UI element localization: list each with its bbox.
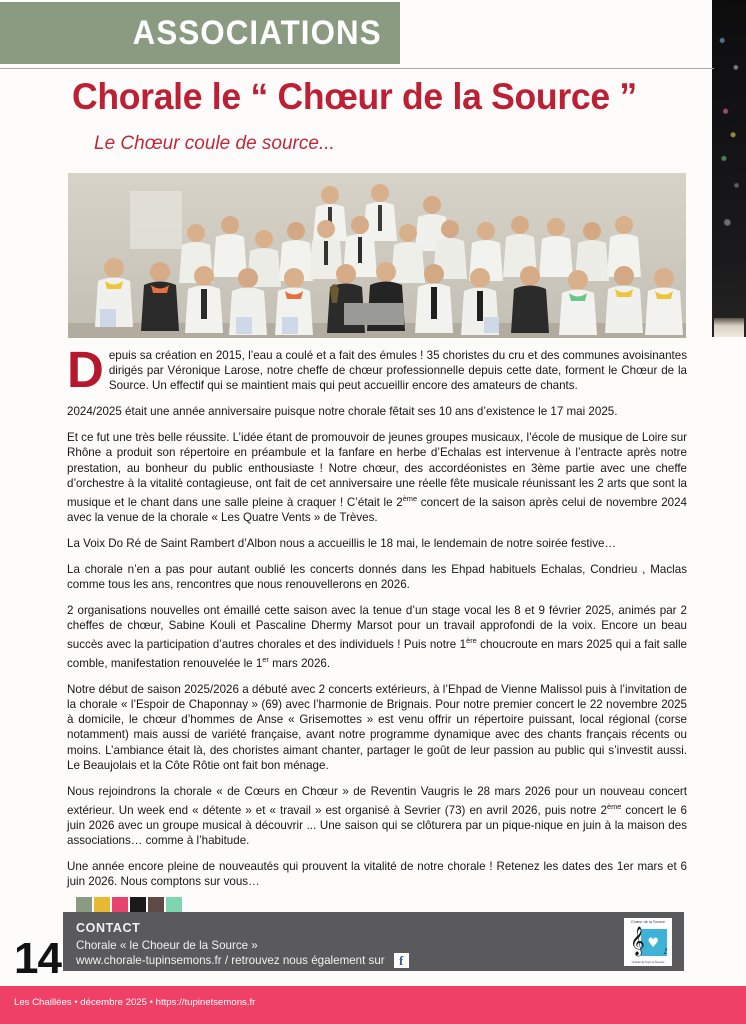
paragraph-4: La Voix Do Ré de Saint Rambert d’Albon nous a accueillis le 18 mai, le lendemain de notre soirée festive… [67,536,617,550]
page-title: Chorale le “ Chœur de la Source ” [72,76,637,117]
paragraph-1 [67,341,687,398]
paragraph-8-sup: ème [606,801,622,811]
paragraph-8 [67,784,687,848]
logo-top-text: Chœur de la Source [630,920,666,924]
photo-illustration [68,173,686,338]
paragraph-2: 2024/2025 était une année anniversaire puisque notre chorale fêtait ses 10 ans d’existence le 17 mai 2025. [67,405,618,419]
section-band [0,2,400,64]
paragraph-6-sup2: er [262,655,269,665]
paragraph-6-text-c: mars 2026. [268,657,331,671]
paragraph-8-text-b: concert le 6 juin 2026 avec un groupe musical à découvrir ... Une saison qui se clôturera par un pique-nique en juin à la maison des associations… comme à l’habitude. [67,803,688,847]
footer-text: Les Chaillées • décembre 2025 • https://tupinetsemons.fr [14,997,256,1008]
paragraph-3 [67,430,687,524]
heart-icon: ♥ [647,935,659,951]
swatch-brown [148,897,164,913]
scan-artifact-strip [712,0,746,337]
color-swatch-strip [76,897,182,913]
choir-logo [624,918,672,966]
page-subtitle: Le Chœur coule de source... [94,133,335,154]
paragraph-7: Notre début de saison 2025/2026 a débuté avec 2 concerts extérieurs, à l’Ehpad de Vienne Malissol puis à l’invitation de la chorale « l’Espoir de Chaponnay » (69) avec l’harmonie de Brignais. Pour notre premier concert le 22 novembre 2025 à domicile, le chœur d’hommes de Anse « Grisemottes » est venu offrir un répertoire puissant, local régional (corse notamment) mais aussi de variété française, avant notre programme dynamique avec des chants français récents ou moins. L’ambiance était là, des choristes aimant chanter, partager le goût de leur passion au public qui s’investit aussi. Le Beaujolais et la Côte Rôtie ont fait bon ménage. [67,683,687,772]
swatch-gold [94,897,110,913]
contact-box [63,912,684,971]
paragraph-6-text-a: 2 organisations nouvelles ont émaillé cette saison avec la tenue d’un stage vocal les 8 et 9 février 2025, animés par 2 cheffes de chœur, Sabine Kouli et Pascaline Dhermy Marsot pour un travail approfondi de la voix. Encore un beau succès avec la participation d’autres chorales et des individuels ! Puis notre 1 [67,604,687,652]
article-body [67,341,688,889]
logo-graphic [625,925,671,958]
header-rule [0,68,714,69]
logo-bottom-text: Chorale de Tupin et Semons [631,961,665,964]
contact-website-link[interactable]: www.chorale-tupinsemons.fr / retrouvez nous également sur [76,954,385,967]
swatch-black [130,897,146,913]
page-number: 14 [14,934,61,983]
paragraph-3-text-b: concert de la saison après celui de novembre 2024 avec la venue de la chorale « Les Quatre Vents » de Trèves. [67,495,687,524]
paragraph-3-text-a: Et ce fut une très belle réussite. L’idée étant de promouvoir de jeunes groupes musicaux, l’école de musique de Loire sur Rhône a produit son répertoire en préambule et la fanfare en herbe d’Echalas est intervenue à l’entracte après notre prestation, au bonheur du public enthousiaste ! Notre chœur, des accordéonistes en 3ème partie avec une cheffe d’orchestre à la vitalité contagieuse, ont fait de cet anniversaire une réelle fête musicale réunissant les 2 arts que sont la musique et le chant dans une salle pleine à craquer ! C’était le 2 [67,431,687,509]
paragraph-3-sup: ème [402,493,418,503]
treble-clef-icon: 𝄞 [630,925,645,955]
contact-heading: CONTACT [76,921,141,935]
paragraph-6-text-b: choucroute en mars 2025 qui a fait salle comble, manifestation renouvelée le 1 [67,638,687,671]
section-band-label: ASSOCIATIONS [132,13,382,52]
facebook-icon[interactable]: f [394,953,409,968]
swatch-pink [112,897,128,913]
swatch-mint [166,897,182,913]
paragraph-8-text-a: Nous rejoindrons la chorale « de Cœurs en Chœur » de Reventin Vaugris le 28 mars 2026 pour un nouveau concert extérieur. Un week end « détente » et « travail » est organisé à Sevrier (73) en avril 2026, puis notre 2 [67,784,687,817]
music-note-icon: ♪ [662,946,668,956]
paragraph-5: La chorale n’en a pas pour autant oublié les concerts donnés dans les Ehpad habituels Echalas, Condrieu , Maclas comme tous les ans, rencontres que nous renouvellerons en 2026. [67,562,687,591]
swatch-sage [76,897,92,913]
paragraph-9: Une année encore pleine de nouveautés qui prouvent la vitalité de notre chorale ! Retenez les dates des 1er mars et 6 juin 2026. Nous comptons sur vous… [67,859,687,889]
scan-artifact-strip-base [714,318,744,337]
paragraph-6-sup: ère [466,636,477,646]
paragraph-6 [67,603,687,671]
choir-group-photo [68,173,686,338]
contact-url-line [76,953,684,968]
contact-org-name: Chorale « le Choeur de la Source » [76,939,258,952]
footer-bar [0,986,746,1024]
paragraph-1-text: epuis sa création en 2015, l’eau a coulé et a fait des émules ! 35 choristes du cru et des communes avoisinantes dirigés par Véronique Larose, notre cheffe de chœur professionnelle depuis cette date, forment le Chœur de la Source. Un effectif qui se maintient mais qui peut accueillir encore des amateurs de chants. [108,349,687,393]
drop-cap: D [67,341,104,398]
